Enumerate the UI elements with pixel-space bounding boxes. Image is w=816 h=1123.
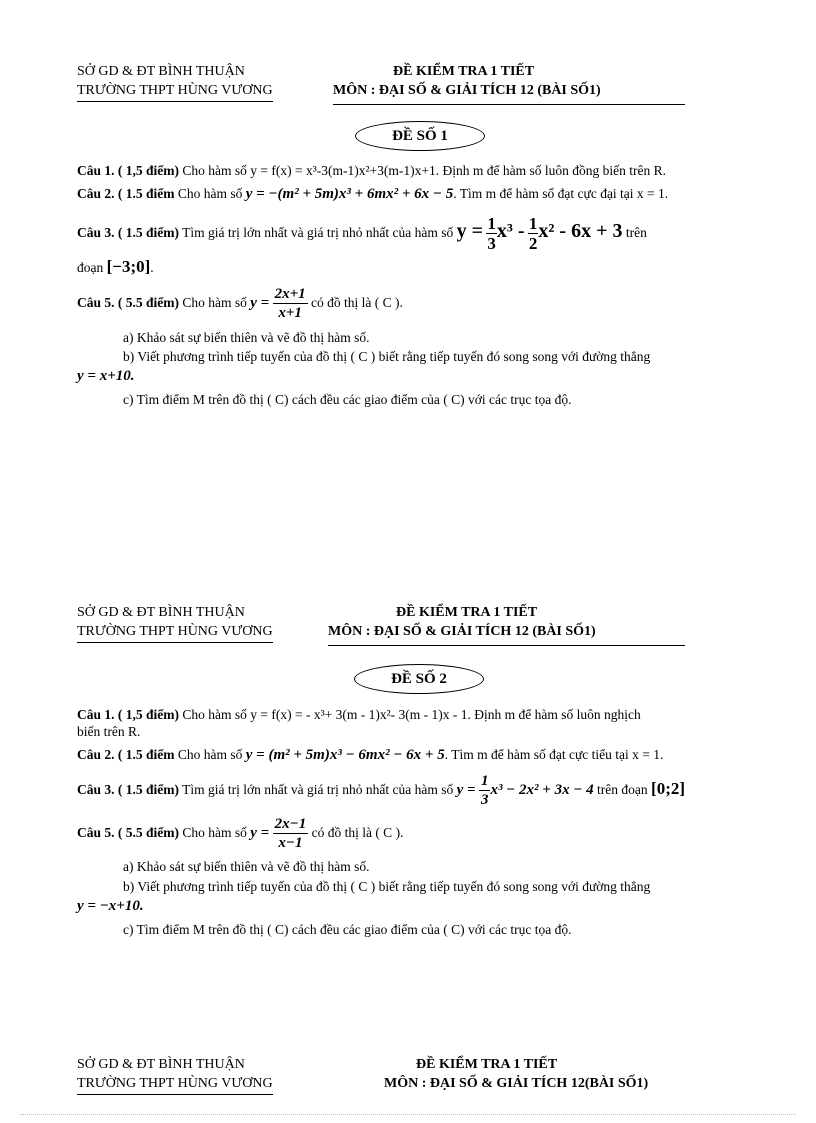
de2-cau5-post: có đồ thị là ( C ). [311,825,404,840]
de1-cau3-num2: 1 [528,214,538,234]
de2-cau5 [77,814,776,852]
org-name: SỞ GD & ĐT BÌNH THUẬN [77,64,245,79]
de2-cau3-den1: 3 [480,792,489,809]
header-right-2 [328,603,596,641]
de2-part-c: c) Tìm điểm M trên đồ thị ( C) cách đều các giao điểm của ( C) với các trục tọa độ. [123,922,572,937]
de1-cau3-post: trên [625,225,647,240]
de1-cau3-dot: . [150,260,154,275]
org-name-2: SỞ GD & ĐT BÌNH THUẬN [77,605,245,620]
exam-subject: MÔN : ĐẠI SỐ & GIẢI TÍCH 12 (BÀI SỐ1) [333,83,601,98]
de2-cau5-den: x−1 [278,835,303,852]
de1-cau5-den: x+1 [278,305,302,322]
header-underline-2 [328,645,685,646]
de1-cau2 [77,185,776,203]
de2-part-b: b) Viết phương trình tiếp tuyến của đồ thị ( C ) biết rằng tiếp tuyến đó song song với đường thẳng [123,879,651,894]
de1-cau1-text: Cho hàm số y = f(x) = x³-3(m-1)x²+3(m-1)x+1. Định m để hàm số luôn đồng biến trên R. [182,163,666,178]
de1-cau2-pre: Cho hàm số [177,186,243,201]
de1-cau3-pre: Tìm giá trị lớn nhất và giá trị nhỏ nhất của hàm số [182,225,454,240]
de1-cau3 [77,212,776,253]
de1-cau3-term1: x³ - [496,220,525,242]
de2-part-a: a) Khảo sát sự biến thiên và vẽ đồ thị hàm số. [123,859,370,874]
de2-cau3-head: Câu 3. ( 1.5 điểm) [77,782,179,797]
de2-cau1-head: Câu 1. ( 1,5 điểm) [77,707,179,722]
de1-part-a: a) Khảo sát sự biến thiên và vẽ đồ thị hàm số. [123,330,370,345]
header-right-1 [333,62,601,100]
de2-cau3 [77,770,776,809]
de1-cau3-line2 [77,258,776,276]
exam-title: ĐỀ KIỂM TRA 1 TIẾT [393,64,535,79]
de1-cau2-formula: y = −(m² + 5m)x³ + 6mx² + 6x − 5 [245,186,454,202]
exam-subject-2: MÔN : ĐẠI SỐ & GIẢI TÍCH 12 (BÀI SỐ1) [328,624,596,639]
header-left-1 [77,62,273,102]
de2-cau3-pre: Tìm giá trị lớn nhất và giá trị nhỏ nhất của hàm số [182,782,454,797]
page-bottom-rule [20,1114,796,1115]
de1-cau3-den2: 2 [528,234,538,254]
de1-cau5-num: 2x+1 [274,286,306,303]
de1-cau5-head: Câu 5. ( 5.5 điểm) [77,295,179,310]
de1-cau1 [77,162,776,179]
de2-cau5-pre: Cho hàm số [182,825,247,840]
de1-cau3-interval: [−3;0] [106,257,151,276]
school-name-2: TRƯỜNG THPT HÙNG VƯƠNG [77,622,273,643]
de2-cau3-y: y = [456,782,476,798]
de1-cau3-num1: 1 [487,214,496,234]
de2-cau1-text: Cho hàm số y = f(x) = - x³+ 3(m - 1)x²- 3(m - 1)x - 1. Định m để hàm số luôn nghịch [182,707,641,722]
de2-cau3-num1: 1 [480,773,489,790]
de-so-1-label: ĐỀ SỐ 1 [355,121,485,151]
de1-cau3-y: y = [456,220,483,242]
de1-cau5-post: có đồ thị là ( C ). [311,295,403,310]
de1-cau5-y: y = [250,295,270,311]
de2-cau5-y: y = [250,825,270,841]
header-underline [333,104,685,105]
de1-cau5-pre: Cho hàm số [182,295,247,310]
exam-title-3: ĐỀ KIỂM TRA 1 TIẾT [416,1057,558,1072]
de1-part-c: c) Tìm điểm M trên đồ thị ( C) cách đều các giao điểm của ( C) với các trục tọa độ. [123,392,572,407]
de1-cau3-doan: đoạn [77,260,104,275]
de-so-2-label: ĐỀ SỐ 2 [354,664,484,694]
de1-cau3-head: Câu 3. ( 1.5 điểm) [77,225,179,240]
de2-part-b-line: y = −x+10. [77,898,144,914]
de1-cau2-head: Câu 2. ( 1.5 điểm [77,186,175,201]
de1-part-b-line: y = x+10. [77,368,135,384]
de2-cau2-formula: y = (m² + 5m)x³ − 6mx² − 6x + 5 [245,747,445,763]
de2-cau3-term1: x³ − 2x² + 3x − 4 [490,782,594,798]
school-name: TRƯỜNG THPT HÙNG VƯƠNG [77,81,273,102]
de2-cau5-head: Câu 5. ( 5.5 điểm) [77,825,179,840]
de1-cau3-den1: 3 [487,234,496,254]
de2-cau3-post: trên đoạn [597,782,648,797]
de1-cau1-head: Câu 1. ( 1,5 điểm) [77,163,179,178]
de1-cau2-post: . Tìm m để hàm số đạt cực đại tại x = 1. [453,186,669,201]
de1-cau3-term2: x² - 6x + 3 [538,220,623,242]
de2-cau2-pre: Cho hàm số [177,747,243,762]
de2-cau1 [77,706,776,723]
school-name-3: TRƯỜNG THPT HÙNG VƯƠNG [77,1074,273,1095]
exam-subject-3: MÔN : ĐẠI SỐ & GIẢI TÍCH 12(BÀI SỐ1) [384,1076,649,1091]
de2-cau2-head: Câu 2. ( 1.5 điểm [77,747,175,762]
de2-cau2 [77,746,776,764]
org-name-3: SỞ GD & ĐT BÌNH THUẬN [77,1057,245,1072]
header-left-2 [77,603,273,643]
de2-cau1-line2: biến trên R. [77,724,141,739]
de1-cau5 [77,284,776,322]
de2-cau2-post: . Tìm m để hàm số đạt cực tiểu tại x = 1. [444,747,664,762]
de1-part-b: b) Viết phương trình tiếp tuyến của đồ thị ( C ) biết rằng tiếp tuyến đó song song với đường thẳng [123,349,651,364]
de2-cau3-interval: [0;2] [651,779,686,798]
de2-cau5-num: 2x−1 [274,816,307,833]
exam-title-2: ĐỀ KIỂM TRA 1 TIẾT [396,605,538,620]
header-right-3 [384,1055,648,1093]
header-left-3 [77,1055,273,1095]
